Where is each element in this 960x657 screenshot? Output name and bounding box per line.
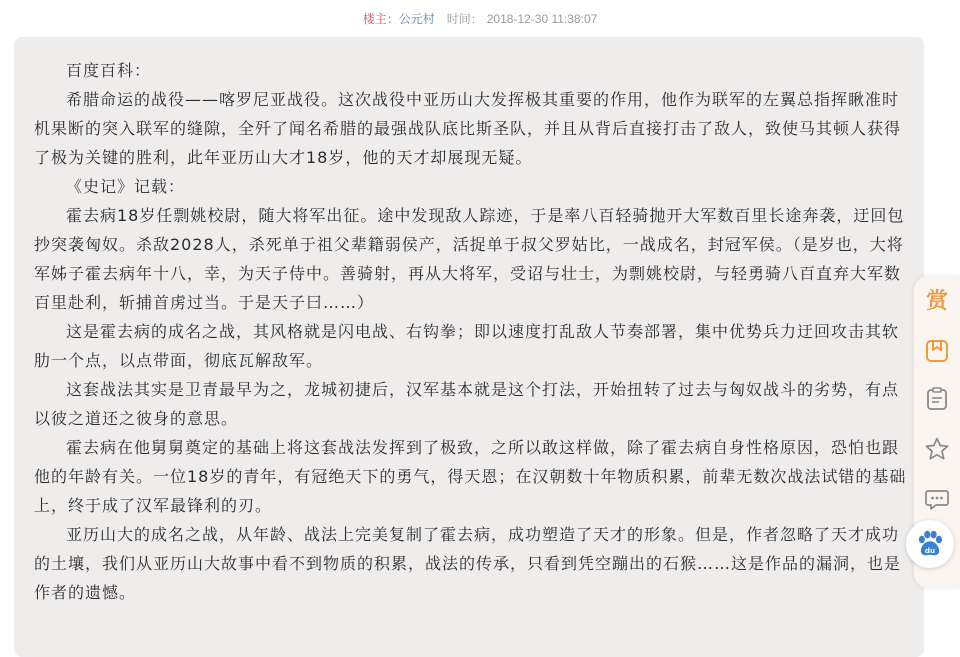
baidu-badge-text: du	[924, 546, 936, 555]
post-timestamp: 2018-12-30 11:38:07	[486, 12, 598, 26]
paragraph: 《史记》记载：	[66, 177, 186, 196]
post-content	[34, 56, 914, 607]
paragraph: 霍去病在他舅舅奠定的基础上将这套战法发挥到了极致，之所以敢这样做，除了霍去病自身性格原因，恐怕也跟他的年龄有关。一位18岁的青年，有冠绝天下的勇气，得天恩；在汉朝数十年物质积累，前辈无数次战法试错的基础上，终于成了汉军最锋利的刃。	[34, 438, 907, 515]
bookmark-button[interactable]	[922, 336, 952, 366]
owner-label: 楼主：	[362, 12, 399, 26]
owner-name-link[interactable]: 公元村	[398, 12, 435, 26]
post-meta	[0, 10, 960, 28]
baidu-paw-icon	[912, 526, 948, 562]
paragraph: 百度百科：	[66, 61, 152, 80]
paragraph: 这套战法其实是卫青最早为之，龙城初捷后，汉军基本就是这个打法，开始扭转了过去与匈奴战斗的劣势，有点以彼之道还之彼身的意思。	[34, 380, 900, 428]
baidu-paw-button[interactable]	[906, 520, 954, 568]
paragraph: 霍去病18岁任剽姚校尉，随大将军出征。途中发现敌人踪迹，于是率八百轻骑抛开大军数百里长途奔袭，迂回包抄突袭匈奴。杀敌2028人，杀死单于祖父辈籍弱侯产，活捉单于叔父罗姑比，一战成名，封冠军侯。（是岁也，大将军姊子霍去病年十八，幸，为天子侍中。善骑射，再从大将军，受诏与壮士，为剽姚校尉，与轻勇骑八百直弃大军数百里赴利，斩捕首虏过当。于是天子曰……）	[34, 206, 905, 312]
paragraph: 这是霍去病的成名之战，其风格就是闪电战、右钩拳；即以速度打乱敌人节奏部署，集中优势兵力迂回攻击其软肋一个点，以点带面，彻底瓦解敌军。	[34, 322, 900, 370]
time-label: 时间：	[446, 12, 483, 26]
paragraph: 亚历山大的成名之战，从年龄、战法上完美复制了霍去病，成功塑造了天才的形象。但是，作者忽略了天才成功的土壤，我们从亚历山大故事中看不到物质的积累，战法的传承，只看到凭空蹦出的石猴……这是作品的漏洞，也是作者的遗憾。	[34, 525, 902, 602]
comment-button[interactable]	[922, 484, 952, 514]
comment-icon	[924, 486, 950, 512]
bookmark-icon	[924, 338, 950, 364]
notes-button[interactable]	[922, 384, 952, 414]
reward-button[interactable]: 赏	[925, 288, 948, 314]
favorite-button[interactable]	[922, 434, 952, 464]
star-icon	[924, 436, 950, 462]
notes-icon	[924, 386, 950, 412]
paragraph: 希腊命运的战役——喀罗尼亚战役。这次战役中亚历山大发挥极其重要的作用，他作为联军的左翼总指挥瞅准时机果断的突入联军的缝隙，全歼了闻名希腊的最强战队底比斯圣队，并且从背后直接打击了敌人，致使马其顿人获得了极为关键的胜利，此年亚历山大才18岁，他的天才却展现无疑。	[34, 90, 902, 167]
